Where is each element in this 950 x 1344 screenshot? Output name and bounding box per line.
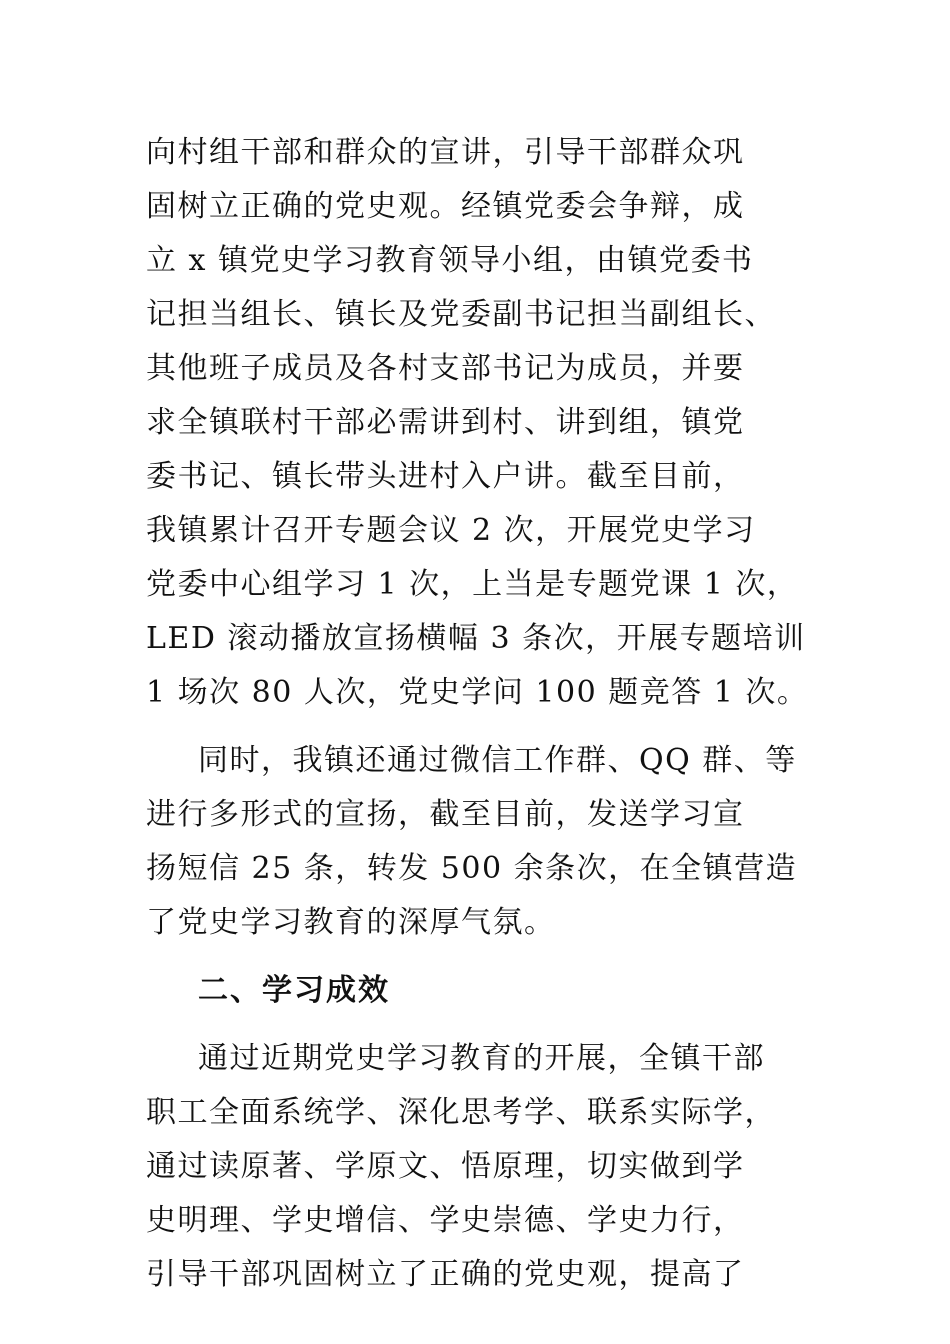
text-line: 引导干部巩固树立了正确的党史观，提高了 (146, 1257, 745, 1292)
text-line: 通过近期党史学习教育的开展，全镇干部 (198, 1041, 765, 1076)
text-line: 记担当组长、镇长及党委副书记担当副组长、 (146, 297, 776, 332)
text-line: 我镇累计召开专题会议 2 次，开展党史学习 (146, 513, 756, 548)
text-line: 立 x 镇党史学习教育领导小组，由镇党委书 (146, 243, 754, 278)
text-line: 扬短信 25 条，转发 500 余条次，在全镇营造 (146, 851, 798, 886)
paragraph-spacer (146, 1018, 826, 1032)
text-line: 史明理、学史增信、学史崇德、学史力行， (146, 1203, 745, 1238)
text-line: LED 滚动播放宣扬横幅 3 条次，开展专题培训 (146, 621, 806, 656)
text-line: 党委中心组学习 1 次，上当是专题党课 1 次， (146, 567, 799, 602)
text-line: 固树立正确的党史观。经镇党委会争辩，成 (146, 189, 745, 224)
text-line: 其他班子成员及各村支部书记为成员，并要 (146, 351, 745, 386)
text-line: 委书记、镇长带头进村入户讲。截至目前， (146, 459, 745, 494)
section-heading: 二、学习成效 (198, 973, 390, 1008)
text-line: 通过读原著、学原文、悟原理，切实做到学 (146, 1149, 745, 1184)
text-line: 了党史学习教育的深厚气氛。 (146, 905, 556, 940)
text-line: 同时，我镇还通过微信工作群、QQ 群、等 (198, 743, 797, 778)
paragraph-1 (146, 126, 826, 720)
text-line: 1 场次 80 人次，党史学问 100 题竞答 1 次。 (146, 675, 809, 710)
paragraph-spacer (146, 950, 826, 964)
text-line: 进行多形式的宣扬，截至目前，发送学习宣 (146, 797, 745, 832)
paragraph-3 (146, 1032, 826, 1302)
text-line: 职工全面系统学、深化思考学、联系实际学， (146, 1095, 776, 1130)
paragraph-2 (146, 734, 826, 950)
paragraph-spacer (146, 720, 826, 734)
text-line: 向村组干部和群众的宣讲，引导干部群众巩 (146, 135, 745, 170)
document-body (146, 126, 826, 1302)
text-line: 求全镇联村干部必需讲到村、讲到组，镇党 (146, 405, 745, 440)
